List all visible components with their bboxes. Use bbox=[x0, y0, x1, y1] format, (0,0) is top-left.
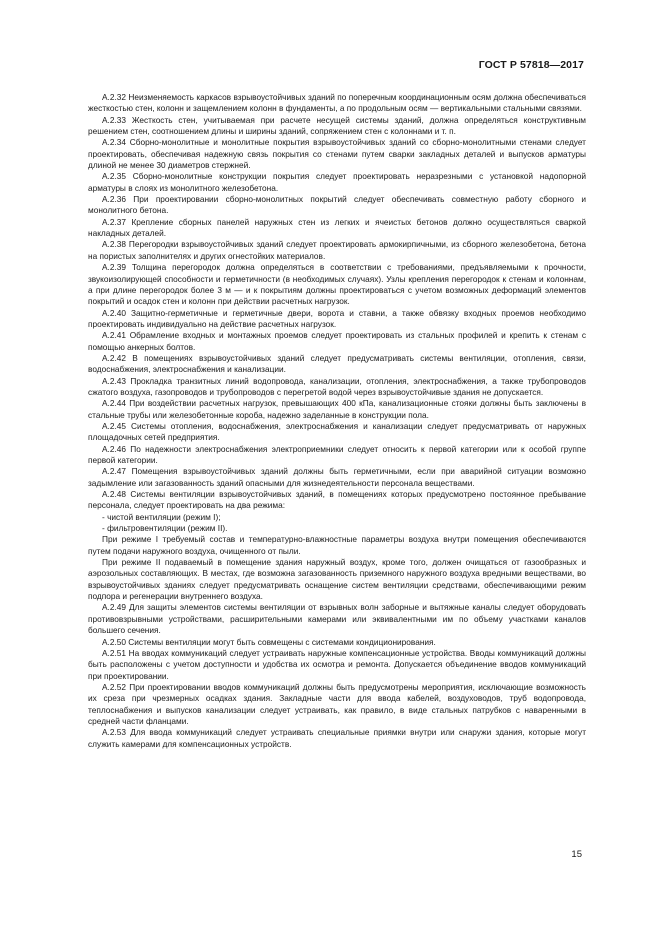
document-body bbox=[88, 92, 586, 750]
paragraph-a-2-33: А.2.33 Жесткость стен, учитываемая при расчете несущей системы зданий, должна определяться конструктивным решением стен, соотношением длины и ширины зданий, сопряжением стен с колоннами и т. п. bbox=[88, 114, 586, 137]
paragraph-mode-1-description: При режиме I требуемый состав и температурно-влажностные параметры воздуха внутри помещения обеспечиваются путем подачи наружного воздуха, очищенного от пыли. bbox=[88, 534, 586, 556]
paragraph-a-2-43: А.2.43 Прокладка транзитных линий водопровода, канализации, отопления, электроснабжения, а также трубопроводов сжатого воздуха, газопроводов и трубопроводов с перегретой водой через взрывоустойчивые здания не допускается. bbox=[88, 375, 586, 397]
paragraph-a-2-37: А.2.37 Крепление сборных панелей наружных стен из легких и ячеистых бетонов должно осуществляться сваркой накладных деталей. bbox=[88, 216, 586, 239]
paragraph-a-2-40: А.2.40 Защитно-герметичные и герметичные двери, ворота и ставни, а также обвязку входных проемов необходимо проектировать индивидуально на действие расчетных нагрузок. bbox=[88, 307, 586, 329]
paragraph-a-2-39: А.2.39 Толщина перегородок должна определяться в соответствии с требованиями, предъявляемыми к прочности, звукоизолирующей способности и герметичности (в необходимых случаях). Узлы крепления перегородок к стенам и колоннам, а при длине перегородок более 3 м — и к покрытиям должны проектироваться с учетом возможных деформаций элементов покрытий и осадок стен и колонн при действии расчетных нагрузок. bbox=[88, 262, 586, 307]
paragraph-a-2-34: А.2.34 Сборно-монолитные и монолитные покрытия взрывоустойчивых зданий со сборно-монолитными стенами следует проектировать, обеспечивая надежную связь покрытия со стенами путем сварки закладных деталей и выпусков арматуры длиной не менее 30 диаметров стержней. bbox=[88, 137, 586, 171]
paragraph-a-2-46: А.2.46 По надежности электроснабжения электроприемники следует относить к первой категории или к особой группе первой категории. bbox=[88, 443, 586, 465]
paragraph-a-2-32: А.2.32 Неизменяемость каркасов взрывоустойчивых зданий по поперечным координационным осям должна обеспечиваться жесткостью стен, колонн и защемлением колонн в фундаменты, а по продольным осям — вертикальными стальными связями. bbox=[88, 92, 586, 114]
list-item-mode-2: - фильтровентиляции (режим II). bbox=[102, 523, 228, 534]
paragraph-a-2-50: А.2.50 Системы вентиляции могут быть совмещены с системами кондиционирования. bbox=[102, 636, 436, 647]
paragraph-a-2-52: А.2.52 При проектировании вводов коммуникаций должны быть предусмотрены мероприятия, исключающие возможность их среза при чрезмерных осадках здания. Закладные части для ввода кабелей, воздуховодов, труб водопровода, теплоснабжения и выпусков канализации следует устраивать, как правило, в виде стальных патрубков с наваренными в средней части фланцами. bbox=[88, 681, 586, 726]
paragraph-a-2-36: А.2.36 При проектировании сборно-монолитных покрытий следует обеспечивать совместную работу сборного и монолитного бетона. bbox=[88, 194, 586, 216]
paragraph-a-2-47: А.2.47 Помещения взрывоустойчивых зданий должны быть герметичными, если при аварийной ситуации возможно задымление или загазованность зданий опасными для жизнедеятельности персонала веществами. bbox=[88, 466, 586, 488]
paragraph-a-2-53: А.2.53 Для ввода коммуникаций следует устраивать специальные приямки внутри или снаружи здания, которые могут служить камерами для компенсационных устройств. bbox=[88, 727, 586, 749]
paragraph-a-2-48: А.2.48 Системы вентиляции взрывоустойчивых зданий, в помещениях которых предусмотрено постоянное пребывание персонала, следует проектировать на два режима: bbox=[88, 489, 586, 511]
list-item-mode-1: - чистой вентиляции (режим I); bbox=[102, 511, 221, 522]
paragraph-a-2-41: А.2.41 Обрамление входных и монтажных проемов следует проектировать из стальных профилей и крепить к стенам с помощью анкерных болтов. bbox=[88, 330, 586, 352]
paragraph-mode-2-description: При режиме II подаваемый в помещение здания наружный воздух, кроме того, должен очищаться от газообразных и аэрозольных составляющих. В местах, где возможна загазованность приземного наружного воздуха вредными веществами, во взрывоустойчивых зданиях следует предусматривать оснащение систем вентиляции средствами, обеспечивающими режим подпора и регенерации внутреннего воздуха. bbox=[88, 557, 586, 602]
paragraph-a-2-44: А.2.44 При воздействии расчетных нагрузок, превышающих 400 кПа, канализационные стояки должны быть заключены в стальные трубы или железобетонные короба, надежно заделанные в конструкции пола. bbox=[88, 398, 586, 420]
paragraph-a-2-45: А.2.45 Системы отопления, водоснабжения, электроснабжения и канализации следует предусматривать от наружных площадочных сетей предприятия. bbox=[88, 420, 586, 443]
paragraph-a-2-51: А.2.51 На вводах коммуникаций следует устраивать наружные компенсационные устройства. Вводы коммуникаций должны быть расположены с учетом доступности и удобства их осмотра и ремонта. Допускается объединение вводов коммуникаций при проектировании. bbox=[88, 647, 586, 681]
paragraph-a-2-42: А.2.42 В помещениях взрывоустойчивых зданий следует предусматривать системы вентиляции, отопления, связи, водоснабжения, электроснабжения и канализации. bbox=[88, 352, 586, 375]
page-number: 15 bbox=[571, 849, 582, 860]
paragraph-a-2-49: А.2.49 Для защиты элементов системы вентиляции от взрывных волн заборные и вытяжные каналы следует оборудовать противовзрывными устройствами, расширительными камерами или эквивалентными им по объему участками каналов большего сечения. bbox=[88, 602, 586, 636]
paragraph-a-2-38: А.2.38 Перегородки взрывоустойчивых зданий следует проектировать армокирпичными, из сборного железобетона, бетона на пористых заполнителях и других огнестойких материалов. bbox=[88, 239, 586, 261]
paragraph-a-2-35: А.2.35 Сборно-монолитные конструкции покрытия следует проектировать неразрезными с установкой надопорной арматуры в слоях из монолитного железобетона. bbox=[88, 171, 586, 193]
document-code: ГОСТ Р 57818—2017 bbox=[478, 59, 584, 71]
